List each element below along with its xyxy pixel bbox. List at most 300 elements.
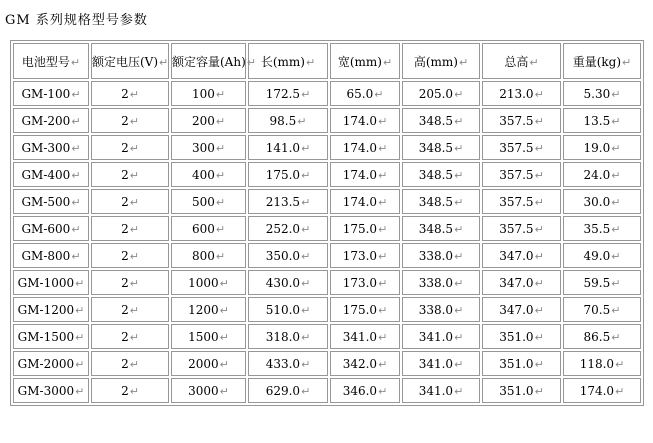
table-row	[13, 135, 641, 160]
table-cell	[248, 108, 328, 133]
return-mark: ↵	[382, 55, 393, 69]
table-cell	[482, 189, 561, 214]
table-cell	[482, 216, 561, 241]
cell-text: 59.5	[583, 275, 611, 290]
cell-text: 总高	[504, 54, 529, 69]
return-mark: ↵	[611, 222, 621, 236]
table-cell	[248, 351, 328, 376]
table-row	[13, 162, 641, 187]
return-mark: ↵	[378, 384, 388, 398]
return-mark: ↵	[534, 114, 544, 128]
cell-text: 24.0	[583, 167, 611, 182]
return-mark: ↵	[534, 249, 544, 263]
table-head	[13, 43, 641, 79]
return-mark: ↵	[534, 141, 544, 155]
table-cell	[248, 81, 328, 106]
header-cell	[330, 43, 400, 79]
return-mark: ↵	[454, 114, 464, 128]
cell-text: 2	[121, 86, 129, 101]
table-cell	[563, 297, 641, 322]
cell-text: 500	[191, 194, 215, 209]
return-mark: ↵	[129, 276, 139, 290]
table-cell	[13, 297, 89, 322]
return-mark: ↵	[378, 303, 388, 317]
return-mark: ↵	[129, 195, 139, 209]
table-cell	[330, 108, 400, 133]
cell-text: 350.0	[265, 248, 301, 263]
return-mark: ↵	[71, 195, 81, 209]
cell-text: 338.0	[418, 302, 454, 317]
table-cell	[402, 324, 480, 349]
table-cell	[171, 216, 246, 241]
return-mark: ↵	[378, 141, 388, 155]
cell-text: 213.5	[265, 194, 301, 209]
table-row	[13, 81, 641, 106]
table-body	[13, 81, 641, 403]
table-cell	[402, 297, 480, 322]
cell-text: 65.0	[346, 86, 374, 101]
return-mark: ↵	[75, 303, 85, 317]
table-row	[13, 351, 641, 376]
table-cell	[330, 297, 400, 322]
table-cell	[91, 270, 169, 295]
table-cell	[13, 216, 89, 241]
return-mark: ↵	[219, 330, 229, 344]
table-cell	[402, 351, 480, 376]
cell-text: GM-1200	[17, 302, 75, 317]
cell-text: 357.5	[499, 194, 534, 209]
table-cell	[402, 108, 480, 133]
cell-text: 348.5	[418, 194, 454, 209]
cell-text: 49.0	[583, 248, 611, 263]
table-cell	[563, 324, 641, 349]
cell-text: 100	[191, 86, 215, 101]
table-cell	[330, 216, 400, 241]
table-cell	[248, 324, 328, 349]
table-cell	[330, 162, 400, 187]
table-row	[13, 108, 641, 133]
return-mark: ↵	[622, 55, 632, 69]
header-cell	[402, 43, 480, 79]
return-mark: ↵	[71, 168, 81, 182]
cell-text: 348.5	[418, 221, 454, 236]
return-mark: ↵	[378, 195, 388, 209]
cell-text: 2	[121, 194, 129, 209]
return-mark: ↵	[219, 357, 229, 371]
header-cell	[482, 43, 561, 79]
table-cell	[91, 351, 169, 376]
table-cell	[482, 270, 561, 295]
table-row	[13, 297, 641, 322]
table-cell	[13, 108, 89, 133]
return-mark: ↵	[215, 222, 226, 236]
page-title: GM 系列规格型号参数	[5, 13, 148, 28]
table-row	[13, 216, 641, 241]
cell-text: 2	[121, 140, 129, 155]
table-cell	[13, 378, 89, 403]
return-mark: ↵	[71, 114, 81, 128]
header-cell	[563, 43, 641, 79]
return-mark: ↵	[529, 55, 539, 69]
table-cell	[482, 81, 561, 106]
cell-text: 510.0	[265, 302, 301, 317]
cell-text: 长(mm)	[260, 54, 305, 69]
table-cell	[402, 243, 480, 268]
return-mark: ↵	[301, 249, 311, 263]
table-cell	[563, 216, 641, 241]
return-mark: ↵	[611, 114, 621, 128]
table-cell	[91, 378, 169, 403]
cell-text: 338.0	[418, 275, 454, 290]
cell-text: GM-300	[21, 140, 71, 155]
return-mark: ↵	[129, 357, 139, 371]
cell-text: 118.0	[579, 356, 615, 371]
cell-text: 357.5	[499, 221, 534, 236]
return-mark: ↵	[75, 276, 85, 290]
return-mark: ↵	[301, 384, 311, 398]
table-cell	[91, 108, 169, 133]
cell-text: 341.0	[342, 329, 378, 344]
cell-text: 141.0	[265, 140, 301, 155]
table-cell	[563, 135, 641, 160]
return-mark: ↵	[129, 87, 139, 101]
table-cell	[171, 135, 246, 160]
cell-text: 347.0	[499, 248, 534, 263]
cell-text: 600	[191, 221, 215, 236]
cell-text: 额定电压(V)	[92, 54, 159, 69]
return-mark: ↵	[129, 384, 139, 398]
table-cell	[402, 216, 480, 241]
cell-text: 1500	[188, 329, 219, 344]
cell-text: 2	[121, 275, 129, 290]
cell-text: 342.0	[342, 356, 378, 371]
table-cell	[330, 135, 400, 160]
table-cell	[91, 135, 169, 160]
return-mark: ↵	[611, 87, 621, 101]
return-mark: ↵	[534, 195, 544, 209]
cell-text: 351.0	[499, 383, 534, 398]
cell-text: 357.5	[499, 113, 534, 128]
return-mark: ↵	[301, 87, 311, 101]
table-cell	[171, 162, 246, 187]
cell-text: 2	[121, 248, 129, 263]
return-mark: ↵	[611, 276, 621, 290]
cell-text: 重量(kg)	[572, 54, 622, 69]
cell-text: 430.0	[265, 275, 301, 290]
return-mark: ↵	[534, 168, 544, 182]
table-cell	[563, 162, 641, 187]
table-cell	[171, 81, 246, 106]
table-cell	[171, 351, 246, 376]
return-mark: ↵	[301, 195, 311, 209]
cell-text: GM-200	[21, 113, 71, 128]
return-mark: ↵	[215, 141, 226, 155]
table-cell	[248, 270, 328, 295]
return-mark: ↵	[75, 384, 85, 398]
return-mark: ↵	[374, 87, 384, 101]
return-mark: ↵	[215, 114, 226, 128]
return-mark: ↵	[534, 222, 544, 236]
return-mark: ↵	[454, 384, 464, 398]
cell-text: 额定容量(Ah)	[172, 54, 246, 69]
table-cell	[13, 324, 89, 349]
return-mark: ↵	[378, 222, 388, 236]
table-cell	[563, 81, 641, 106]
return-mark: ↵	[454, 222, 464, 236]
cell-text: 200	[191, 113, 215, 128]
cell-text: 175.0	[265, 167, 301, 182]
cell-text: 2	[121, 167, 129, 182]
return-mark: ↵	[215, 87, 226, 101]
return-mark: ↵	[454, 87, 464, 101]
cell-text: 318.0	[265, 329, 301, 344]
table-cell	[248, 216, 328, 241]
table-cell	[563, 108, 641, 133]
cell-text: 348.5	[418, 113, 454, 128]
header-cell	[248, 43, 328, 79]
table-cell	[330, 270, 400, 295]
return-mark: ↵	[454, 249, 464, 263]
table-cell	[563, 378, 641, 403]
return-mark: ↵	[534, 87, 544, 101]
cell-text: 5.30	[583, 86, 611, 101]
cell-text: 348.5	[418, 140, 454, 155]
return-mark: ↵	[75, 330, 85, 344]
cell-text: GM-800	[21, 248, 71, 263]
table-row	[13, 324, 641, 349]
return-mark: ↵	[454, 141, 464, 155]
table-cell	[563, 243, 641, 268]
table-cell	[248, 378, 328, 403]
cell-text: 800	[191, 248, 215, 263]
cell-text: 13.5	[583, 113, 611, 128]
table-cell	[482, 324, 561, 349]
table-cell	[330, 189, 400, 214]
return-mark: ↵	[534, 276, 544, 290]
table-row	[13, 243, 641, 268]
cell-text: 2000	[188, 356, 219, 371]
table-cell	[171, 297, 246, 322]
table-row	[13, 270, 641, 295]
table-cell	[248, 243, 328, 268]
return-mark: ↵	[454, 330, 464, 344]
return-mark: ↵	[301, 330, 311, 344]
cell-text: 348.5	[418, 167, 454, 182]
return-mark: ↵	[378, 330, 388, 344]
cell-text: 357.5	[499, 167, 534, 182]
table-cell	[330, 324, 400, 349]
return-mark: ↵	[615, 384, 625, 398]
return-mark: ↵	[611, 249, 621, 263]
cell-text: 174.0	[342, 167, 378, 182]
document-page	[0, 9, 653, 443]
return-mark: ↵	[219, 384, 229, 398]
cell-text: GM-600	[21, 221, 71, 236]
return-mark: ↵	[297, 114, 307, 128]
cell-text: 1200	[188, 302, 219, 317]
cell-text: 347.0	[499, 302, 534, 317]
return-mark: ↵	[615, 357, 625, 371]
table-cell	[330, 351, 400, 376]
return-mark: ↵	[301, 141, 311, 155]
return-mark: ↵	[454, 276, 464, 290]
return-mark: ↵	[611, 141, 621, 155]
table-cell	[402, 378, 480, 403]
cell-text: 1000	[188, 275, 219, 290]
cell-text: 174.0	[579, 383, 615, 398]
cell-text: GM-2000	[17, 356, 75, 371]
return-mark: ↵	[454, 195, 464, 209]
cell-text: GM-100	[21, 86, 71, 101]
cell-text: 35.5	[583, 221, 611, 236]
cell-text: 电池型号	[21, 54, 70, 69]
cell-text: 341.0	[418, 329, 454, 344]
return-mark: ↵	[301, 222, 311, 236]
header-cell	[13, 43, 89, 79]
return-mark: ↵	[75, 357, 85, 371]
table-cell	[482, 378, 561, 403]
cell-text: 400	[191, 167, 215, 182]
table-cell	[13, 270, 89, 295]
table-cell	[171, 243, 246, 268]
return-mark: ↵	[301, 168, 311, 182]
return-mark: ↵	[305, 55, 316, 69]
return-mark: ↵	[219, 303, 229, 317]
return-mark: ↵	[129, 222, 139, 236]
table-cell	[248, 297, 328, 322]
cell-text: 3000	[188, 383, 219, 398]
header-cell	[91, 43, 169, 79]
table-cell	[563, 189, 641, 214]
cell-text: 2	[121, 329, 129, 344]
table-cell	[402, 270, 480, 295]
cell-text: GM-1500	[17, 329, 75, 344]
table-cell	[171, 270, 246, 295]
cell-text: 70.5	[583, 302, 611, 317]
cell-text: 172.5	[265, 86, 301, 101]
cell-text: GM-1000	[17, 275, 75, 290]
table-cell	[91, 216, 169, 241]
table-cell	[402, 162, 480, 187]
return-mark: ↵	[71, 87, 81, 101]
table-cell	[482, 162, 561, 187]
cell-text: 341.0	[418, 383, 454, 398]
return-mark: ↵	[454, 357, 464, 371]
table-cell	[330, 243, 400, 268]
table-cell	[171, 189, 246, 214]
cell-text: GM-3000	[17, 383, 75, 398]
return-mark: ↵	[70, 55, 81, 69]
table-cell	[91, 243, 169, 268]
table-cell	[171, 324, 246, 349]
return-mark: ↵	[378, 249, 388, 263]
table-cell	[91, 162, 169, 187]
cell-text: 351.0	[499, 356, 534, 371]
table-row	[13, 378, 641, 403]
cell-text: 252.0	[265, 221, 301, 236]
table-cell	[91, 81, 169, 106]
table-cell	[563, 270, 641, 295]
return-mark: ↵	[611, 303, 621, 317]
return-mark: ↵	[458, 55, 469, 69]
cell-text: 175.0	[342, 221, 378, 236]
cell-text: 2	[121, 356, 129, 371]
cell-text: 19.0	[583, 140, 611, 155]
cell-text: 357.5	[499, 140, 534, 155]
cell-text: 宽(mm)	[337, 54, 382, 69]
return-mark: ↵	[454, 168, 464, 182]
cell-text: 98.5	[269, 113, 297, 128]
cell-text: 175.0	[342, 302, 378, 317]
return-mark: ↵	[71, 222, 81, 236]
cell-text: 351.0	[499, 329, 534, 344]
table-cell	[330, 81, 400, 106]
cell-text: 2	[121, 221, 129, 236]
table-cell	[91, 189, 169, 214]
cell-text: 173.0	[342, 275, 378, 290]
return-mark: ↵	[534, 384, 544, 398]
return-mark: ↵	[129, 303, 139, 317]
table-cell	[13, 351, 89, 376]
table-cell	[91, 297, 169, 322]
return-mark: ↵	[215, 249, 226, 263]
table-cell	[563, 351, 641, 376]
table-cell	[482, 243, 561, 268]
cell-text: 2	[121, 383, 129, 398]
table-cell	[171, 378, 246, 403]
table-cell	[13, 135, 89, 160]
return-mark: ↵	[129, 249, 139, 263]
return-mark: ↵	[301, 357, 311, 371]
table-cell	[402, 81, 480, 106]
table-cell	[402, 135, 480, 160]
return-mark: ↵	[534, 303, 544, 317]
return-mark: ↵	[215, 195, 226, 209]
cell-text: GM-500	[21, 194, 71, 209]
return-mark: ↵	[159, 55, 169, 69]
cell-text: 174.0	[342, 140, 378, 155]
return-mark: ↵	[71, 141, 81, 155]
return-mark: ↵	[378, 114, 388, 128]
return-mark: ↵	[534, 357, 544, 371]
cell-text: 629.0	[265, 383, 301, 398]
header-row	[13, 43, 641, 79]
return-mark: ↵	[129, 168, 139, 182]
return-mark: ↵	[378, 276, 388, 290]
cell-text: 205.0	[418, 86, 454, 101]
cell-text: 86.5	[583, 329, 611, 344]
cell-text: 2	[121, 302, 129, 317]
return-mark: ↵	[611, 168, 621, 182]
cell-text: 2	[121, 113, 129, 128]
return-mark: ↵	[378, 357, 388, 371]
cell-text: GM-400	[21, 167, 71, 182]
table-cell	[248, 162, 328, 187]
return-mark: ↵	[129, 141, 139, 155]
return-mark: ↵	[378, 168, 388, 182]
table-cell	[248, 135, 328, 160]
table-cell	[91, 324, 169, 349]
return-mark: ↵	[534, 330, 544, 344]
cell-text: 高(mm)	[413, 54, 458, 69]
return-mark: ↵	[129, 330, 139, 344]
return-mark: ↵	[219, 276, 229, 290]
return-mark: ↵	[246, 55, 256, 69]
return-mark: ↵	[215, 168, 226, 182]
cell-text: 174.0	[342, 194, 378, 209]
header-cell	[171, 43, 256, 79]
cell-text: 346.0	[342, 383, 378, 398]
